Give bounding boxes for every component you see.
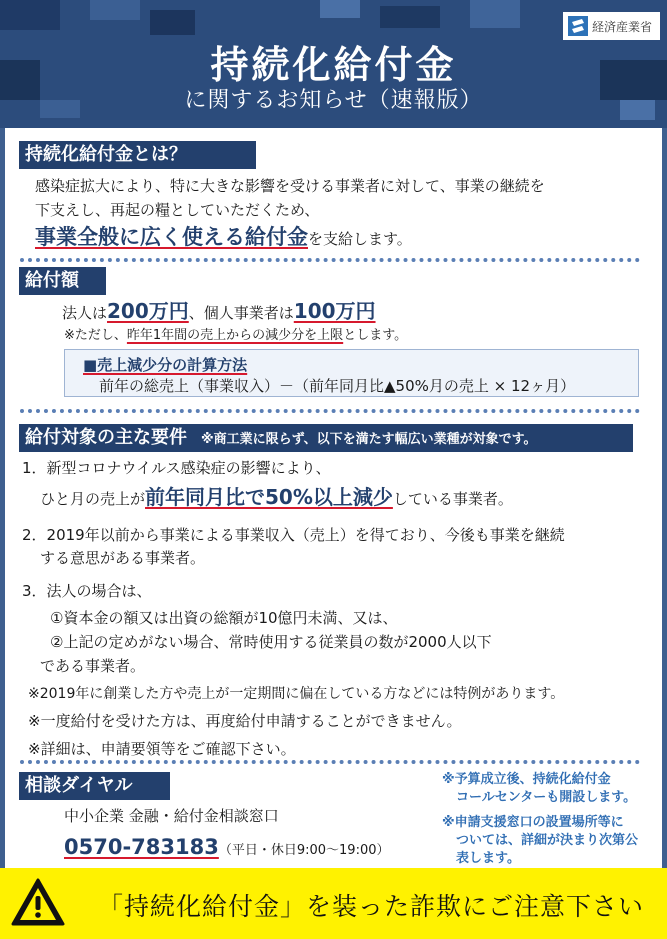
req-item2-line1: 2．2019年以前から事業による事業収入（売上）を得ており、今後も事業を継続 xyxy=(22,526,565,544)
about-rest: を支給します。 xyxy=(308,230,412,248)
req-note1: ※2019年に創業した方や売上が一定期間に偏在している方などには特例があります。 xyxy=(28,686,565,702)
req-item3-line1: 3．法人の場合は、 xyxy=(22,582,152,600)
divider xyxy=(20,258,640,262)
req-item2-line2: する意思がある事業者。 xyxy=(40,549,206,567)
amount-label-corp: 法人は xyxy=(62,304,108,322)
divider xyxy=(20,760,640,764)
calculation-title: ■売上減少分の計算方法 xyxy=(83,356,248,374)
side-note-support-l3: 表します。 xyxy=(456,851,520,866)
page-subtitle: に関するお知らせ（速報版） xyxy=(184,88,483,113)
req-item3-line4: である事業者。 xyxy=(40,657,146,675)
divider xyxy=(20,409,640,413)
amount-note-prefix: ※ただし、 xyxy=(64,328,127,343)
side-note-callcenter-l1: ※予算成立後、持続化給付金 xyxy=(442,772,611,787)
warning-icon xyxy=(10,876,66,928)
req-item1-line1: 1．新型コロナウイルス感染症の影響により、 xyxy=(22,459,331,477)
req-item1-prefix: ひと月の売上が xyxy=(40,490,146,508)
req-item3-line2: ①資本金の額又は出資の総額が10億円未満、又は、 xyxy=(50,609,398,627)
side-note-support xyxy=(442,814,638,868)
requirements-heading: 給付対象の主な要件 xyxy=(25,427,187,448)
side-note-callcenter xyxy=(442,771,636,807)
section-heading-about: 持続化給付金とは？ xyxy=(19,141,256,169)
amount-note-suffix: とします。 xyxy=(343,328,408,343)
side-note-callcenter-l2: コールセンターも開設します。 xyxy=(456,790,637,805)
page-title: 持続化給付金 xyxy=(210,43,457,87)
amount-individual: 100万円 xyxy=(293,299,376,323)
req-item3-line3: ②上記の定めがない場合、常時使用する従業員の数が2000人以下 xyxy=(50,633,492,651)
header-banner xyxy=(0,0,667,128)
req-note3: ※詳細は、申請要領等をご確認下さい。 xyxy=(28,740,296,758)
req-item1-emphasis: 前年同月比で50%以上減少 xyxy=(145,485,393,509)
amount-corp: 200万円 xyxy=(107,299,189,323)
fraud-warning-text: 「持続化給付金」を装った詐欺にご注意下さい xyxy=(98,892,645,921)
about-text-line3 xyxy=(35,224,412,252)
req-note2: ※一度給付を受けた方は、再度給付申請することができません。 xyxy=(28,712,462,730)
side-note-support-l1: ※申請支援窓口の設置場所等に xyxy=(442,815,624,830)
fraud-warning-banner xyxy=(0,868,667,939)
left-border xyxy=(0,128,5,868)
consultation-phone[interactable]: 0570-783183 xyxy=(64,835,219,859)
amount-note-cap: 昨年1年間の売上からの減少分を上限 xyxy=(126,328,344,343)
section-heading-consultation: 相談ダイヤル xyxy=(19,772,170,800)
side-note-support-l2: ついては、詳細が決まり次第公 xyxy=(456,833,639,848)
about-text-line2: 下支えし、再起の糧としていただくため、 xyxy=(35,201,320,219)
req-item1-line2 xyxy=(40,484,513,512)
logo-text: 経済産業省 xyxy=(592,19,653,34)
amount-line xyxy=(62,298,376,326)
amount-note xyxy=(64,326,407,346)
consultation-phone-line xyxy=(64,834,390,864)
calculation-formula: 前年の総売上（事業収入）－（前年同月比▲50%月の売上 × 12ヶ月） xyxy=(99,377,576,395)
requirements-heading-note: ※商工業に限らず、以下を満たす幅広い業種が対象です。 xyxy=(201,432,537,447)
consultation-hours: （平日・休日9:00～19:00） xyxy=(218,843,390,858)
consultation-desk: 中小企業 金融・給付金相談窓口 xyxy=(64,807,279,825)
calculation-box xyxy=(64,349,639,397)
section-heading-amount: 給付額 xyxy=(19,267,106,295)
about-emphasis: 事業全般に広く使える給付金 xyxy=(35,225,308,249)
amount-label-individual: 、個人事業者は xyxy=(188,304,294,322)
section-heading-requirements xyxy=(19,424,633,452)
req-item1-suffix: している事業者。 xyxy=(392,490,513,508)
about-text-line1: 感染症拡大により、特に大きな影響を受ける事業者に対して、事業の継続を xyxy=(35,177,545,195)
right-border xyxy=(662,128,667,868)
meti-logo-icon xyxy=(568,16,588,36)
